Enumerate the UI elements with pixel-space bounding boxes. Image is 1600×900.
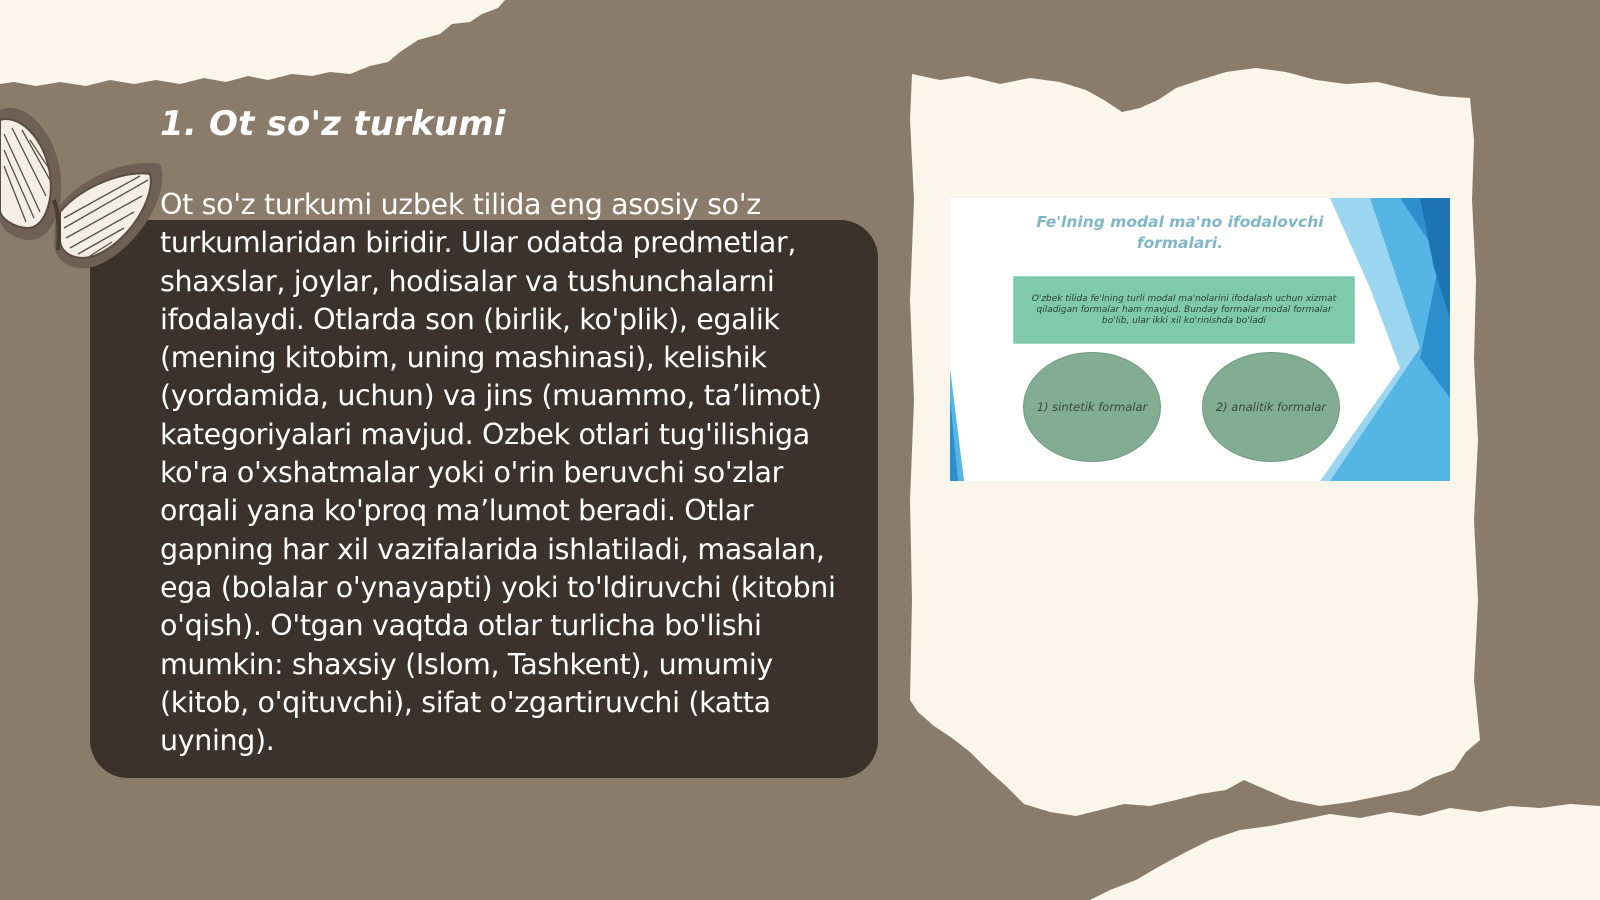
slide-ellipse-synthetic: 1) sintetik formalar xyxy=(1023,352,1161,462)
slide-ellipse-analytic: 2) analitik formalar xyxy=(1202,352,1340,462)
torn-paper-top-left xyxy=(0,0,505,86)
butterfly-icon xyxy=(0,100,170,280)
embedded-slide-image xyxy=(950,198,1450,481)
page-title: 1. Ot so'z turkumi xyxy=(160,104,506,144)
torn-paper-bottom-right xyxy=(1090,804,1600,900)
slide-title: Fe'lning modal ma'no ifodalovchi formalari. xyxy=(1036,213,1324,252)
slide-description-box: O'zbek tilida fe'lning turli modal ma'nolarini ifodalash uchun xizmat qiladigan formalar ham mavjud. Bunday formalar modal formalar bo'lib, ular ikki xil ko'rinishda bo'ladi xyxy=(1013,276,1355,344)
body-paragraph: Ot so'z turkumi uzbek tilida eng asosiy so'z turkumlaridan biridir. Ular odatda predmetlar, shaxslar, joylar, hodisalar va tushunchalarni ifodalaydi. Otlarda son (birlik, ko'plik), egalik (mening kitobim, uning mashinasi), kelishik (yordamida, uchun) va jins (muammo, ta’limot) kategoriyalari mavjud. Ozbek otlari tug'ilishiga ko'ra o'xshatmalar yoki o'rin beruvchi so'zlar orqali yana ko'proq ma’lumot beradi. Otlar gapning har xil vazifalarida ishlatiladi, masalan, ega (bolalar o'ynayapti) yoki to'ldiruvchi (kitobni o'qish). O'tgan vaqtda otlar turlicha bo'lishi mumkin: shaxsiy (Islom, Tashkent), umumiy (kitob, o'qituvchi), sifat o'zgartiruvchi (katta uyning). xyxy=(160,188,836,758)
